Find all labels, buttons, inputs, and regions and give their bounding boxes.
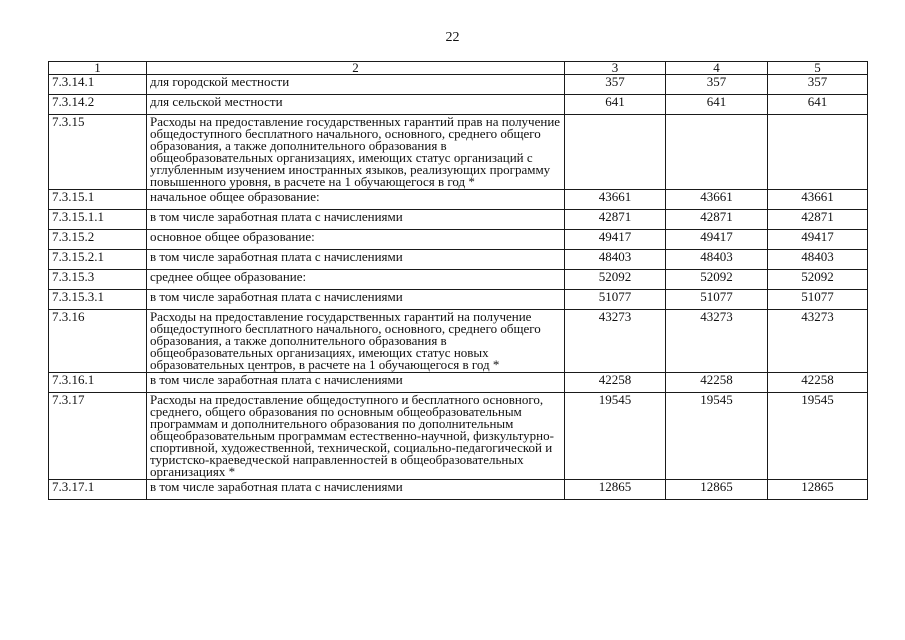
row-code: 7.3.15 xyxy=(49,115,147,190)
row-description: в том числе заработная плата с начислениями xyxy=(147,210,565,230)
row-value-col4 xyxy=(666,115,768,190)
row-code: 7.3.14.1 xyxy=(49,75,147,95)
row-description: в том числе заработная плата с начислениями xyxy=(147,373,565,393)
row-value-col5: 357 xyxy=(768,75,868,95)
row-description: основное общее образование: xyxy=(147,230,565,250)
row-description: в том числе заработная плата с начислениями xyxy=(147,290,565,310)
table-row xyxy=(49,230,868,250)
row-value-col3: 641 xyxy=(565,95,666,115)
row-code: 7.3.16 xyxy=(49,310,147,373)
row-value-col5: 12865 xyxy=(768,480,868,500)
row-code: 7.3.17 xyxy=(49,393,147,480)
row-value-col4: 42871 xyxy=(666,210,768,230)
row-description: Расходы на предоставление государственных гарантий прав на получение общедоступного бесплатного начального, основного, среднего общего образования, а также дополнительного образования в общеобразовательных организациях, имеющих статус организаций с углубленным изучением иностранных языков, реализующих программу повышенного уровня, в расчете на 1 обучающегося в год * xyxy=(147,115,565,190)
table-row xyxy=(49,95,868,115)
header-col-4: 4 xyxy=(666,62,768,75)
table-row xyxy=(49,115,868,190)
row-description: для сельской местности xyxy=(147,95,565,115)
row-value-col5: 48403 xyxy=(768,250,868,270)
row-code: 7.3.15.2.1 xyxy=(49,250,147,270)
row-code: 7.3.15.3.1 xyxy=(49,290,147,310)
row-value-col5: 43661 xyxy=(768,190,868,210)
row-value-col5: 51077 xyxy=(768,290,868,310)
row-code: 7.3.17.1 xyxy=(49,480,147,500)
row-value-col3: 12865 xyxy=(565,480,666,500)
row-value-col4: 49417 xyxy=(666,230,768,250)
row-value-col4: 43661 xyxy=(666,190,768,210)
row-value-col4: 641 xyxy=(666,95,768,115)
row-value-col3 xyxy=(565,115,666,190)
table-row xyxy=(49,210,868,230)
row-value-col4: 357 xyxy=(666,75,768,95)
row-value-col3: 42871 xyxy=(565,210,666,230)
row-value-col5: 641 xyxy=(768,95,868,115)
row-value-col4: 43273 xyxy=(666,310,768,373)
header-col-5: 5 xyxy=(768,62,868,75)
row-value-col3: 52092 xyxy=(565,270,666,290)
row-value-col4: 42258 xyxy=(666,373,768,393)
row-value-col5: 52092 xyxy=(768,270,868,290)
header-col-3: 3 xyxy=(565,62,666,75)
row-value-col3: 51077 xyxy=(565,290,666,310)
row-value-col4: 48403 xyxy=(666,250,768,270)
row-description: для городской местности xyxy=(147,75,565,95)
row-code: 7.3.15.2 xyxy=(49,230,147,250)
row-description: начальное общее образование: xyxy=(147,190,565,210)
row-code: 7.3.16.1 xyxy=(49,373,147,393)
table-row xyxy=(49,75,868,95)
header-row xyxy=(49,62,868,75)
row-description: Расходы на предоставление общедоступного и бесплатного основного, среднего, общего образования по основным общеобразовательным программам и дополнительного образования по дополнительным общеобразовательным программам естественно-научной, физкультурно-спортивной, художественной, технической, социально-педагогической и туристско-краеведческой направленностей в общеобразовательных организациях * xyxy=(147,393,565,480)
row-description: Расходы на предоставление государственных гарантий на получение общедоступного бесплатного начального, основного, среднего общего образования, а также дополнительного образования в общеобразовательных организациях, имеющих статус новых образовательных центров, в расчете на 1 обучающегося в год * xyxy=(147,310,565,373)
row-description: среднее общее образование: xyxy=(147,270,565,290)
header-col-1: 1 xyxy=(49,62,147,75)
row-value-col5: 19545 xyxy=(768,393,868,480)
row-value-col3: 49417 xyxy=(565,230,666,250)
table-row xyxy=(49,270,868,290)
expenses-table xyxy=(48,61,868,500)
row-value-col4: 19545 xyxy=(666,393,768,480)
header-col-2: 2 xyxy=(147,62,565,75)
row-value-col5: 43273 xyxy=(768,310,868,373)
row-code: 7.3.15.1.1 xyxy=(49,210,147,230)
row-value-col5 xyxy=(768,115,868,190)
row-code: 7.3.14.2 xyxy=(49,95,147,115)
row-value-col4: 51077 xyxy=(666,290,768,310)
row-value-col3: 43661 xyxy=(565,190,666,210)
row-value-col4: 12865 xyxy=(666,480,768,500)
row-code: 7.3.15.1 xyxy=(49,190,147,210)
row-value-col3: 42258 xyxy=(565,373,666,393)
row-description: в том числе заработная плата с начислениями xyxy=(147,480,565,500)
table-row xyxy=(49,310,868,373)
row-value-col5: 49417 xyxy=(768,230,868,250)
table-row xyxy=(49,250,868,270)
table-row xyxy=(49,290,868,310)
row-value-col3: 48403 xyxy=(565,250,666,270)
row-value-col5: 42258 xyxy=(768,373,868,393)
page-number: 22 xyxy=(445,30,460,45)
row-value-col3: 43273 xyxy=(565,310,666,373)
row-code: 7.3.15.3 xyxy=(49,270,147,290)
row-description: в том числе заработная плата с начислениями xyxy=(147,250,565,270)
row-value-col3: 19545 xyxy=(565,393,666,480)
table-row xyxy=(49,190,868,210)
table-row xyxy=(49,393,868,480)
row-value-col3: 357 xyxy=(565,75,666,95)
row-value-col4: 52092 xyxy=(666,270,768,290)
row-value-col5: 42871 xyxy=(768,210,868,230)
table-row xyxy=(49,373,868,393)
table-row xyxy=(49,480,868,500)
